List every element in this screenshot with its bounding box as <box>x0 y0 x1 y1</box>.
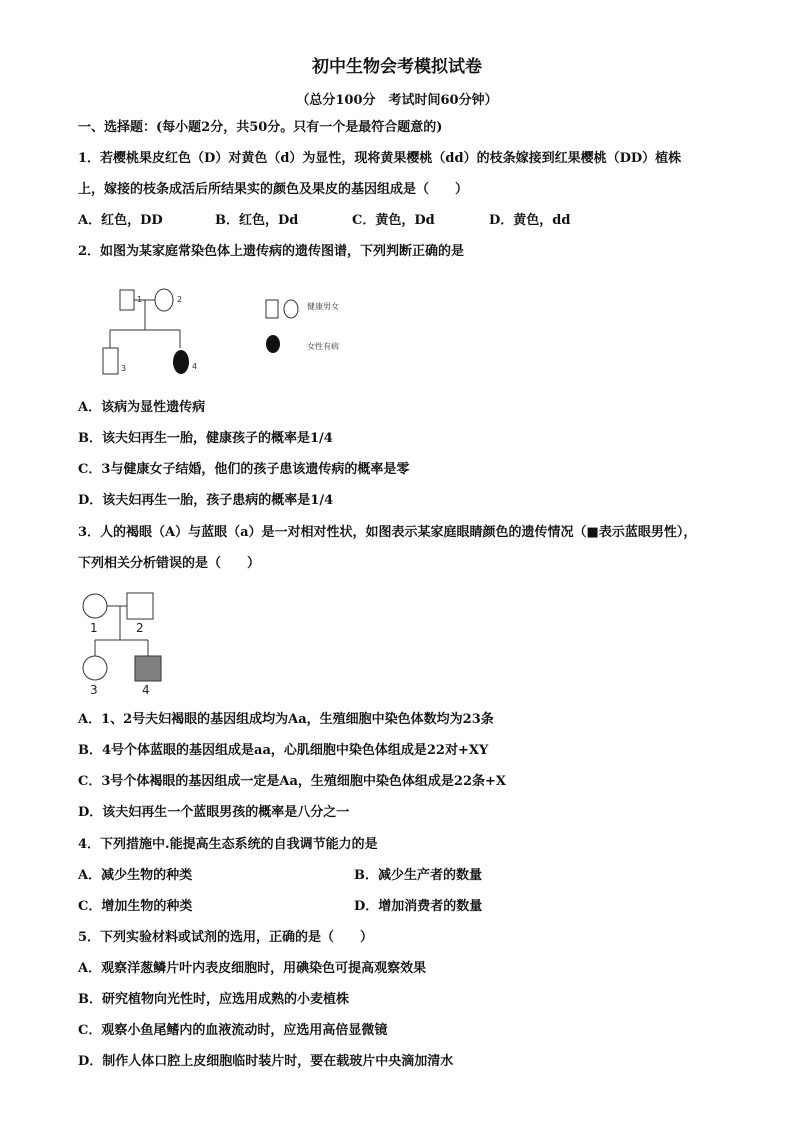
q2-son-square <box>103 348 118 374</box>
q2-option-d: D．该夫妇再生一胎，孩子患病的概率是1/4 <box>78 493 334 508</box>
q2-mother-circle <box>155 289 173 311</box>
section-heading: 一、选择题：(每小题2分，共50分。只有一个是最符合题意的) <box>78 120 443 135</box>
q1-option-c: C．黄色，Dd <box>352 213 435 228</box>
q5-option-d: D．制作人体口腔上皮细胞临时装片时，要在载玻片中央滴加清水 <box>78 1054 454 1069</box>
q2-affected-daughter <box>173 350 189 374</box>
q1-option-d: D．黄色，dd <box>489 213 571 228</box>
q2-legend-healthy: 健康男女 <box>307 302 339 311</box>
q2-pedigree-figure <box>95 282 365 382</box>
q3-blue-eyed-son <box>135 656 161 681</box>
q2-label-2: 2 <box>177 295 183 304</box>
q1-stem-line-2: 上，嫁接的枝条成活后所结果实的颜色及果皮的基因组成是（ ） <box>78 182 469 197</box>
q3-option-a: A．1、2号夫妇褐眼的基因组成均为Aa，生殖细胞中染色体数均为23条 <box>78 712 494 727</box>
q3-stem-line-1: 3．人的褐眼（A）与蓝眼（a）是一对相对性状，如图表示某家庭眼睛颜色的遗传情况（■表示蓝眼男性）， <box>78 525 697 540</box>
q2-label-4: 4 <box>192 362 198 371</box>
q3-label-3: 3 <box>90 683 98 697</box>
q5-option-a: A．观察洋葱鳞片叶内表皮细胞时，用碘染色可提高观察效果 <box>78 961 427 976</box>
q1-option-b: B．红色，Dd <box>215 213 299 228</box>
q5-stem: 5．下列实验材料或试剂的选用，正确的是（ ） <box>78 930 374 945</box>
q3-pedigree-figure <box>80 588 180 698</box>
q3-option-d: D．该夫妇再生一个蓝眼男孩的概率是八分之一 <box>78 805 350 820</box>
q3-father-square <box>127 593 153 619</box>
q2-label-3: 3 <box>121 364 127 373</box>
q3-option-c: C．3号个体褐眼的基因组成一定是Aa，生殖细胞中染色体组成是22条+X <box>78 774 506 789</box>
q3-label-1: 1 <box>90 621 98 635</box>
q2-legend-circle <box>284 300 298 318</box>
q2-legend-sick: 女性有病 <box>307 342 339 351</box>
q5-option-c: C．观察小鱼尾鳍内的血液流动时，应选用高倍显微镜 <box>78 1023 388 1038</box>
q3-option-b: B．4号个体蓝眼的基因组成是aa，心肌细胞中染色体组成是22对+XY <box>78 743 489 758</box>
q2-legend-square <box>266 300 278 318</box>
q1-stem-line-1: 1．若樱桃果皮红色（D）对黄色（d）为显性，现将黄果樱桃（dd）的枝条嫁接到红果樱桃（DD）植株 <box>78 151 682 166</box>
q2-option-c: C．3与健康女子结婚，他们的孩子患该遗传病的概率是零 <box>78 462 410 477</box>
q3-label-2: 2 <box>136 621 144 635</box>
q3-mother-circle <box>83 594 107 618</box>
exam-subtitle: （总分100分 考试时间60分钟） <box>296 93 498 108</box>
q3-stem-line-2: 下列相关分析错误的是（ ） <box>78 556 261 571</box>
q4-option-a: A．减少生物的种类 <box>78 868 193 883</box>
q1-option-a: A．红色，DD <box>78 213 163 228</box>
q2-label-1: 1 <box>137 295 143 304</box>
q2-option-b: B．该夫妇再生一胎，健康孩子的概率是1/4 <box>78 431 333 446</box>
exam-title: 初中生物会考模拟试卷 <box>312 57 482 77</box>
q4-stem: 4．下列措施中.能提高生态系统的自我调节能力的是 <box>78 837 378 852</box>
q2-legend-filled-circle <box>266 335 280 353</box>
q4-option-d: D．增加消费者的数量 <box>354 899 483 914</box>
q4-option-b: B．减少生产者的数量 <box>354 868 482 883</box>
q2-option-a: A．该病为显性遗传病 <box>78 400 206 415</box>
q3-label-4: 4 <box>142 683 150 697</box>
q2-stem: 2．如图为某家庭常染色体上遗传病的遗传图谱，下列判断正确的是 <box>78 244 465 259</box>
q5-option-b: B．研究植物向光性时，应选用成熟的小麦植株 <box>78 992 349 1007</box>
q4-option-c: C．增加生物的种类 <box>78 899 193 914</box>
q2-father-square <box>120 290 134 310</box>
q3-daughter-circle <box>83 656 107 680</box>
